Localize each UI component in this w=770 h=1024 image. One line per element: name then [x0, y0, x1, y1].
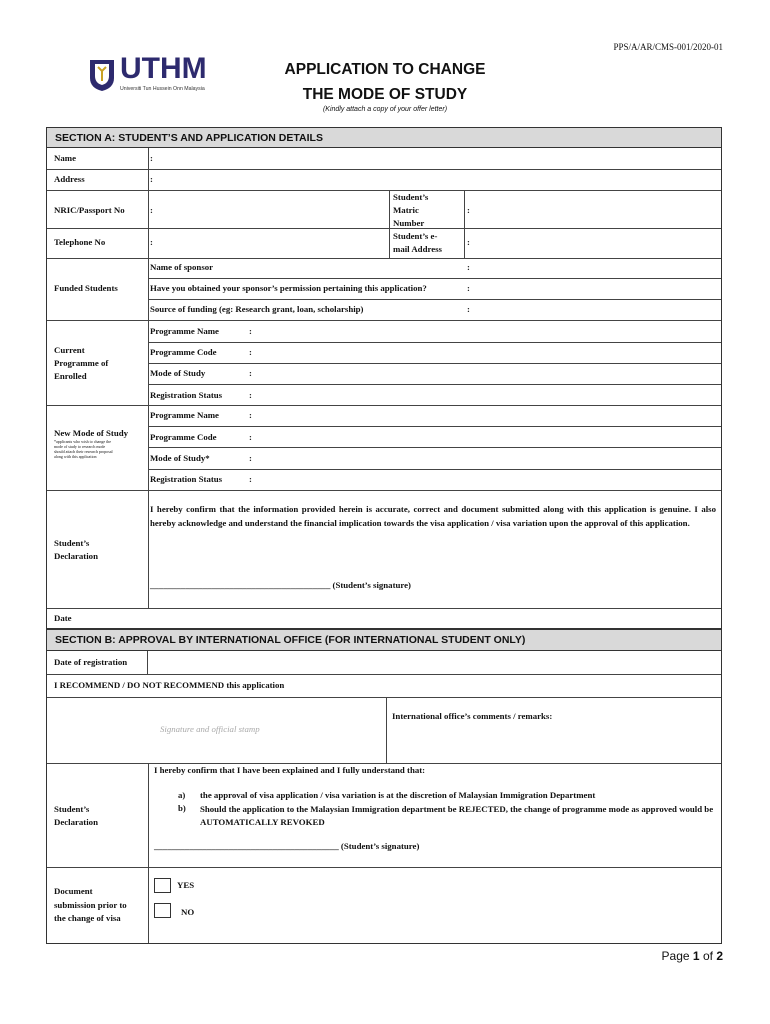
new-mode-study-label: Mode of Study* — [150, 453, 210, 463]
declaration-b-item-a: the approval of visa application / visa variation is at the discretion of Malaysian Immigration Department — [200, 790, 596, 800]
address-field[interactable]: : — [150, 174, 153, 184]
current-registration-label: Registration Status — [150, 390, 223, 400]
declaration-a-text: I hereby confirm that the information provided herein is accurate, correct and document submitted along with this application is genuine. I also hereby acknowledge and understand the financial implication towards the visa application / visa variation upon the approval of this application. — [150, 504, 716, 528]
declaration-b-item-b: Should the application to the Malaysian Immigration department be REJECTED, the change of programme mode as approved would be AUTOMATICALLY REVOKED — [200, 804, 714, 827]
declaration-b-intro: I hereby confirm that I have been explained and I fully understand that: — [154, 765, 426, 775]
funded-students-label: Funded Students — [54, 283, 118, 293]
nric-label: NRIC/Passport No — [54, 205, 125, 215]
funding-source-field[interactable]: : — [467, 304, 470, 314]
address-label: Address — [54, 174, 85, 184]
sponsor-permission-label: Have you obtained your sponsor’s permission pertaining this application? — [150, 283, 427, 293]
email-label: Student’s e- mail Address — [393, 231, 442, 254]
declaration-b-item-b-marker: b) — [178, 803, 186, 813]
name-label: Name — [54, 153, 76, 163]
new-programme-name-field[interactable]: : — [249, 410, 252, 420]
recommend-text[interactable]: I RECOMMEND / DO NOT RECOMMEND this application — [54, 680, 285, 690]
date-label: Date — [54, 613, 72, 623]
uthm-crest-icon — [88, 58, 116, 92]
current-programme-name-label: Programme Name — [150, 326, 219, 336]
signature-stamp-placeholder: Signature and official stamp — [160, 724, 260, 734]
document-reference: PPS/A/AR/CMS-001/2020-01 — [613, 42, 723, 52]
nric-field[interactable]: : — [150, 205, 153, 215]
sponsor-permission-field[interactable]: : — [467, 283, 470, 293]
yes-label: YES — [177, 880, 195, 890]
logo-subtitle-text: Universiti Tun Hussein Onn Malaysia — [120, 86, 205, 92]
declaration-a-label: Student’s Declaration — [54, 538, 98, 561]
declaration-b-signature[interactable]: __________________________________________ (Student’s signature) — [154, 841, 420, 851]
sponsor-name-field[interactable]: : — [467, 262, 470, 272]
section-a-header: SECTION A: STUDENT’S AND APPLICATION DETAILS — [46, 127, 722, 148]
current-programme-name-field[interactable]: : — [249, 326, 252, 336]
matric-label: Student’s Matric Number — [393, 192, 429, 228]
matric-field[interactable]: : — [467, 205, 470, 215]
page-title-line2: THE MODE OF STUDY — [302, 86, 468, 103]
current-registration-field[interactable]: : — [249, 390, 252, 400]
document-submission-label: Document submission prior to the change of visa — [54, 886, 127, 923]
no-checkbox[interactable] — [154, 903, 171, 918]
new-programme-name-label: Programme Name — [150, 410, 219, 420]
current-mode-field[interactable]: : — [249, 368, 252, 378]
section-a-table — [46, 147, 722, 629]
new-programme-code-field[interactable]: : — [249, 432, 252, 442]
declaration-b-item-a-marker: a) — [178, 790, 186, 800]
uthm-logo — [88, 52, 228, 96]
page-title-line1: APPLICATION TO CHANGE — [284, 61, 486, 78]
new-programme-code-label: Programme Code — [150, 432, 217, 442]
date-registration-field[interactable] — [149, 655, 719, 672]
current-programme-code-field[interactable]: : — [249, 347, 252, 357]
new-mode-note: *applicants who wish to change the mode of study to research mode should attach their research proposal along with this application — [54, 439, 113, 459]
email-field[interactable]: : — [467, 237, 470, 247]
logo-brand-text: UTHM — [120, 52, 207, 85]
yes-checkbox[interactable] — [154, 878, 171, 893]
section-b-header: SECTION B: APPROVAL BY INTERNATIONAL OFFICE (FOR INTERNATIONAL STUDENT ONLY) — [46, 629, 722, 651]
current-programme-label: Current Programme of Enrolled — [54, 345, 109, 381]
funding-source-label: Source of funding (eg: Research grant, loan, scholarship) — [150, 304, 364, 314]
no-label: NO — [181, 907, 195, 917]
telephone-field[interactable]: : — [150, 237, 153, 247]
current-mode-label: Mode of Study — [150, 368, 206, 378]
office-comments-label: International office’s comments / remarks: — [392, 711, 553, 721]
date-registration-label: Date of registration — [54, 657, 128, 667]
telephone-label: Telephone No — [54, 237, 106, 247]
offer-letter-note: (Kindly attach a copy of your offer letter) — [322, 106, 448, 113]
declaration-a-signature[interactable]: _________________________________________ (Student’s signature) — [150, 580, 411, 590]
new-mode-label: New Mode of Study — [54, 428, 129, 438]
new-mode-study-field[interactable]: : — [249, 453, 252, 463]
name-field[interactable]: : — [150, 153, 153, 163]
current-programme-code-label: Programme Code — [150, 347, 217, 357]
sponsor-name-label: Name of sponsor — [150, 262, 214, 272]
page-number: Page 1 of 2 — [661, 949, 723, 963]
declaration-b-label: Student’s Declaration — [54, 804, 98, 827]
new-registration-label: Registration Status — [150, 474, 223, 484]
new-registration-field[interactable]: : — [249, 474, 252, 484]
